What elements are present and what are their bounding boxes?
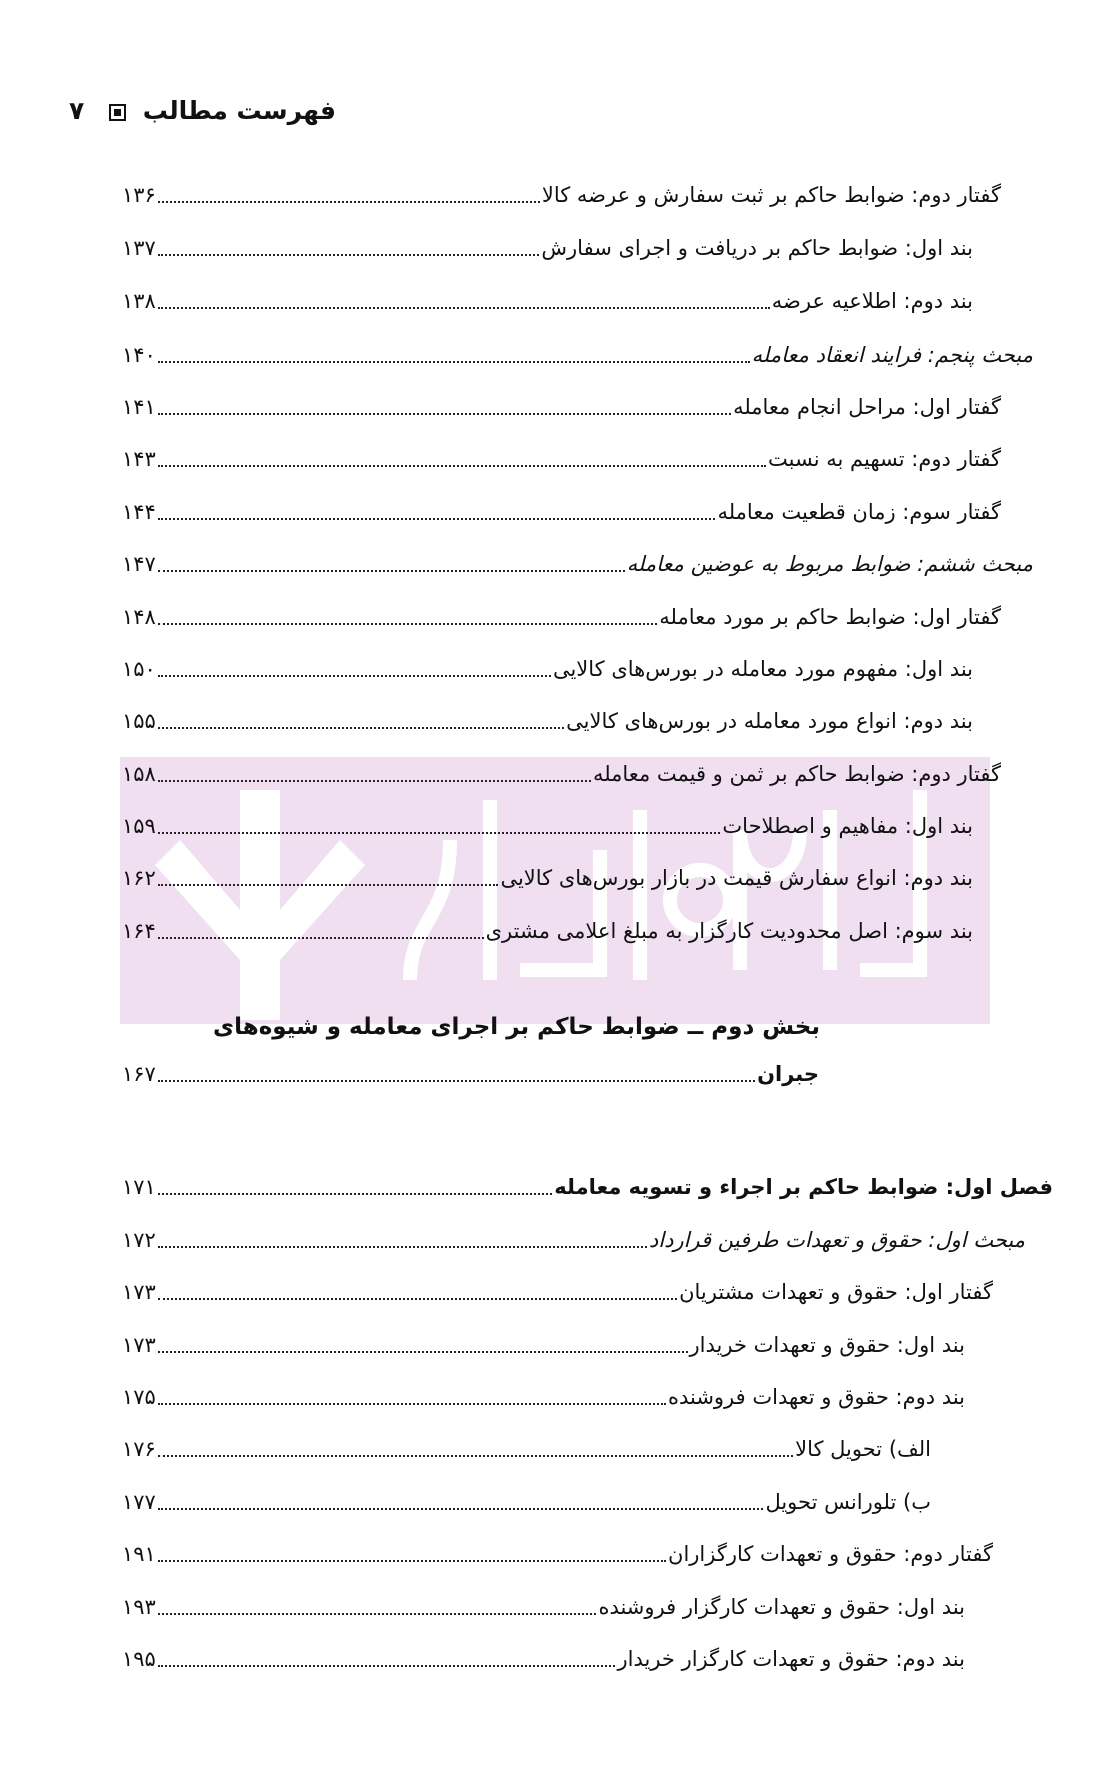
entry-page: ۱۹۵ [122,1647,156,1671]
entry-page: ۱۵۰ [122,657,156,681]
entry-page: ۱۹۳ [122,1595,156,1619]
toc-entry[interactable] [122,282,973,316]
entry-page: ۱۷۱ [122,1175,156,1199]
dot-leader [158,675,551,677]
toc-entry[interactable] [122,229,973,263]
toc-entry[interactable] [122,807,973,841]
dot-leader [158,201,540,203]
entry-page: ۱۷۵ [122,1385,156,1409]
dot-leader [158,1193,552,1195]
entry-page: ۱۵۹ [122,814,156,838]
dot-leader [158,1351,688,1353]
entry-title: بند اول: حقوق و تعهدات خریدار [689,1333,965,1357]
entry-title: گفتار دوم: حقوق و تعهدات کارگزاران [668,1542,993,1566]
toc-entry[interactable] [122,1588,965,1622]
dot-leader [158,307,770,309]
toc-entry[interactable] [122,1483,931,1517]
entry-title: گفتار اول: ضوابط حاکم بر مورد معامله [659,605,1001,629]
entry-page: ۱۷۳ [122,1280,156,1304]
entry-page: ۱۴۸ [122,605,156,629]
dot-leader [158,1560,666,1562]
dot-leader [158,1080,755,1082]
entry-page: ۱۷۷ [122,1490,156,1514]
entry-title: بند دوم: انواع مورد معامله در بورس‌های کالایی [566,709,973,733]
toc-entry[interactable] [122,1430,931,1464]
entry-title: بند اول: مفهوم مورد معامله در بورس‌های کالایی [552,657,973,681]
entry-title: بند دوم: حقوق و تعهدات فروشنده [667,1385,965,1409]
dot-leader [158,254,540,256]
dot-leader [158,1613,597,1615]
entry-title: ب) تلورانس تحویل [765,1490,931,1514]
dot-leader [158,1246,647,1248]
entry-page: ۱۶۷ [122,1062,156,1086]
entry-page: ۱۹۱ [122,1542,156,1566]
toc-entry[interactable] [122,545,1033,579]
entry-title: بند دوم: اطلاعیه عرضه [771,289,973,313]
header-page-number: ۷ [69,96,85,125]
entry-title: بند سوم: اصل محدودیت کارگزار به مبلغ اعلامی مشتری [485,919,973,943]
dot-leader [158,1298,677,1300]
dot-leader [158,518,716,520]
dot-leader [158,727,564,729]
entry-page: ۱۵۸ [122,762,156,786]
toc-entry[interactable] [122,1168,1053,1202]
toc-entry[interactable] [122,440,1001,474]
entry-title: بند اول: ضوابط حاکم بر دریافت و اجرای سفارش [541,236,973,260]
dot-leader [158,1455,793,1457]
toc-entry[interactable] [122,1221,1025,1255]
dot-leader [158,884,499,886]
entry-page: ۱۷۳ [122,1333,156,1357]
dot-leader [158,413,731,415]
entry-title: بند اول: حقوق و تعهدات کارگزار فروشنده [598,1595,965,1619]
dot-leader [158,570,625,572]
entry-title: گفتار دوم: ضوابط حاکم بر ثبت سفارش و عرضه کالا [541,183,1001,207]
toc-entry[interactable] [122,702,973,736]
entry-page: ۱۶۲ [122,866,156,890]
entry-page: ۱۷۲ [122,1228,156,1252]
dot-leader [158,1665,616,1667]
dot-leader [158,623,657,625]
toc-entry[interactable] [122,176,1001,210]
entry-page: ۱۴۰ [122,343,156,367]
toc-entry[interactable] [122,1535,993,1569]
dot-leader [158,937,484,939]
toc-entry[interactable] [122,650,973,684]
toc-entry[interactable] [122,1326,965,1360]
entry-title: الف) تحویل کالا [795,1437,931,1461]
entry-page: ۱۴۱ [122,395,156,419]
entry-title: گفتار دوم: تسهیم به نسبت [768,447,1001,471]
dot-leader [158,780,591,782]
toc-entry[interactable] [122,336,1033,370]
entry-title: گفتار دوم: ضوابط حاکم بر ثمن و قیمت معامله [592,762,1001,786]
entry-page: ۱۴۳ [122,447,156,471]
entry-page: ۱۵۵ [122,709,156,733]
entry-title: بند دوم: حقوق و تعهدات کارگزار خریدار [617,1647,965,1671]
toc-entry[interactable] [122,1640,965,1674]
toc-entry-part-two[interactable] [122,1055,819,1089]
header-title: فهرست مطالب [142,96,336,125]
entry-title: مبحث اول: حقوق و تعهدات طرفین قرارداد [648,1228,1025,1252]
toc-entry[interactable] [122,755,1001,789]
entry-title: فصل اول: ضوابط حاکم بر اجراء و تسویه معامله [554,1175,1053,1199]
dot-leader [158,361,750,363]
page-header [69,96,336,125]
part-heading: بخش دوم ــ ضوابط حاکم بر اجرای معامله و شیوه‌های [213,1014,820,1040]
toc-entry[interactable] [122,598,1001,632]
entry-title: بند دوم: انواع سفارش قیمت در بازار بورس‌های کالایی [500,866,973,890]
dot-leader [158,1508,764,1510]
toc-entry[interactable] [122,1378,965,1412]
entry-title: بند اول: مفاهیم و اصطلاحات [722,814,973,838]
entry-title: گفتار سوم: زمان قطعیت معامله [717,500,1001,524]
entry-page: ۱۳۸ [122,289,156,313]
toc-entry[interactable] [122,388,1001,422]
entry-title: گفتار اول: حقوق و تعهدات مشتریان [679,1280,993,1304]
entry-page: ۱۴۷ [122,552,156,576]
entry-page: ۱۳۶ [122,183,156,207]
entry-page: ۱۶۴ [122,919,156,943]
toc-entry[interactable] [122,859,973,893]
toc-entry[interactable] [122,912,973,946]
entry-title: مبحث پنجم: فرایند انعقاد معامله [751,343,1033,367]
entry-title: جبران [757,1062,819,1086]
entry-page: ۱۳۷ [122,236,156,260]
entry-page: ۱۴۴ [122,500,156,524]
toc-entry[interactable] [122,1273,993,1307]
entry-title: مبحث ششم: ضوابط مربوط به عوضین معامله [626,552,1033,576]
dot-leader [158,1403,666,1405]
entry-page: ۱۷۶ [122,1437,156,1461]
dot-leader [158,832,721,834]
dot-leader [158,465,766,467]
square-bullet-icon [109,104,126,121]
toc-entry[interactable] [122,493,1001,527]
entry-title: گفتار اول: مراحل انجام معامله [733,395,1001,419]
